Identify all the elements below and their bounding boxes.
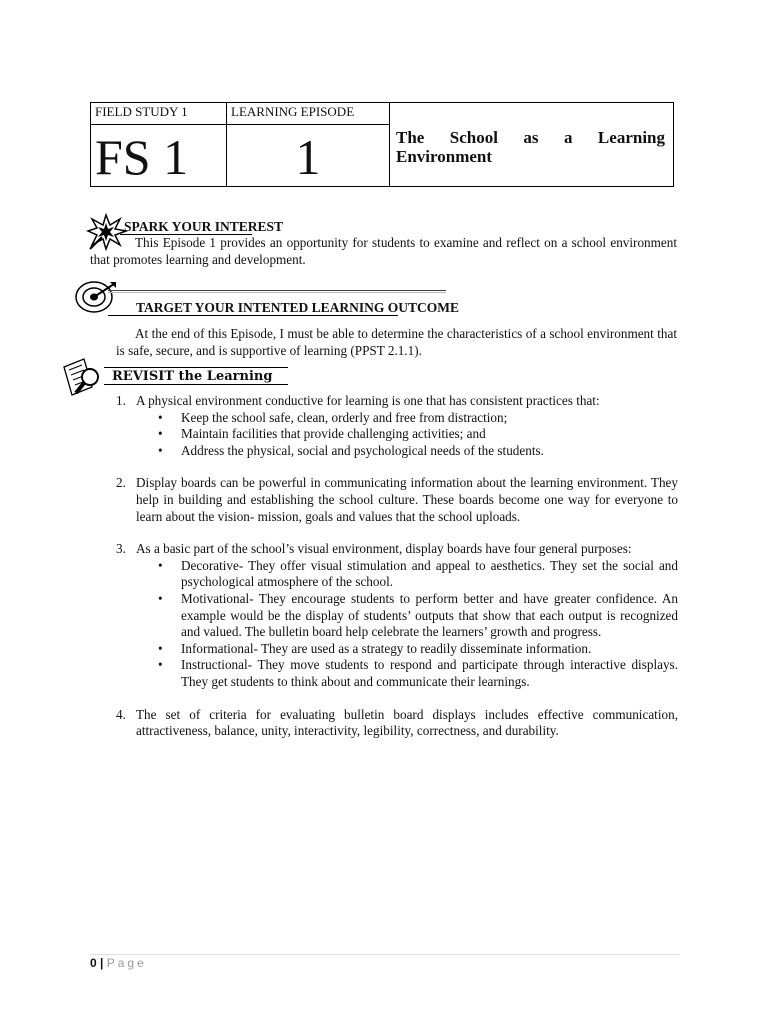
bullet-item [136,426,678,443]
bullet-item [136,558,678,591]
target-top-line-shadow [108,292,446,293]
list-item-text: A physical environment conductive for learning is one that has consistent practices that: [136,393,600,408]
bullet-icon: • [158,657,163,673]
bullet-item [136,641,678,658]
list-number: 4. [116,706,126,722]
bullet-text: Instructional- They move students to respond and participate through interactive displays. They get students to think about and communicate their learnings. [181,657,678,689]
target-top-line [108,290,446,291]
bullet-item [136,410,678,427]
bullet-item [136,591,678,641]
bullet-icon: • [158,557,163,573]
list-item-text: Display boards can be powerful in communicating information about the learning environment. They help in building and establishing the school culture. These boards become one way for everyone to learn about the vision- mission, goals and values that the school uploads. [136,475,678,524]
revisit-list [116,393,678,740]
list-number: 2. [116,475,126,491]
magnifier-icon [62,357,106,397]
bullet-list [136,410,678,460]
title-cell-spacer [390,103,673,125]
learning-episode-number: 1 [295,129,321,185]
footer-rule [90,954,680,955]
revisit-heading: REVISIT the Learning [112,369,273,384]
list-item-text: As a basic part of the school’s visual environment, display boards have four general purposes: [136,541,632,557]
page-number: 0 [90,956,97,970]
bullet-text: Address the physical, social and psychological needs of the students. [181,442,544,458]
bullet-text: Decorative- They offer visual stimulation and appeal to aesthetics. They set the social and psychological atmosphere of the school. [181,557,678,590]
bullet-icon: • [158,409,163,425]
bullet-icon: • [158,426,163,442]
learning-episode-cell [227,103,390,186]
spark-heading: SPARK YOUR INTEREST [124,219,284,234]
bullet-item [136,443,678,460]
list-item [116,475,678,525]
list-item [116,707,678,740]
target-text: At the end of this Episode, I must be able to determine the characteristics of a school environment that is safe, secure, and is supportive of learning (PPST 2.1.1). [116,326,677,358]
bullet-text: Informational- They are used as a strategy to readily disseminate information. [181,640,592,656]
bullet-text: Maintain facilities that provide challenging activities; and [181,426,486,442]
list-item [116,393,678,459]
list-item [116,541,678,690]
field-study-code: FS 1 [95,129,189,185]
field-study-cell [91,103,227,186]
page-separator: | [100,956,104,970]
episode-header-table [90,102,674,187]
target-icon [74,280,118,314]
episode-title-cell [390,103,673,186]
list-item-text: The set of criteria for evaluating bulletin board displays includes effective communication, attractiveness, balance, unity, interactivity, legibility, correctness, and durability. [136,706,678,739]
target-underline [108,315,398,316]
bullet-text: Motivational- They encourage students to perform better and have greater confidence. An example would be the display of students’ outputs that show that each output is recognized and valued. The bulletin board help celebrate the learners’ growth and progress. [181,590,678,640]
bullet-icon: • [158,442,163,458]
revisit-top-line [104,367,288,368]
page-label: Page [106,956,147,970]
spark-text: This Episode 1 provides an opportunity for students to examine and reflect on a school environment that promotes learning and development. [90,235,677,267]
bullet-icon: • [158,590,163,606]
page-footer [90,956,147,970]
target-heading: TARGET YOUR INTENTED LEARNING OUTCOME [136,300,460,315]
list-number: 1. [116,393,126,408]
bullet-text: Keep the school safe, clean, orderly and free from distraction; [181,409,508,425]
bullet-icon: • [158,640,163,656]
list-number: 3. [116,541,126,557]
revisit-underline [104,384,288,385]
episode-title: The School as a Learning Environment [396,128,665,166]
bullet-list [136,558,678,691]
learning-episode-label: LEARNING EPISODE [227,103,389,125]
bullet-item [136,657,678,690]
field-study-label: FIELD STUDY 1 [91,103,226,125]
